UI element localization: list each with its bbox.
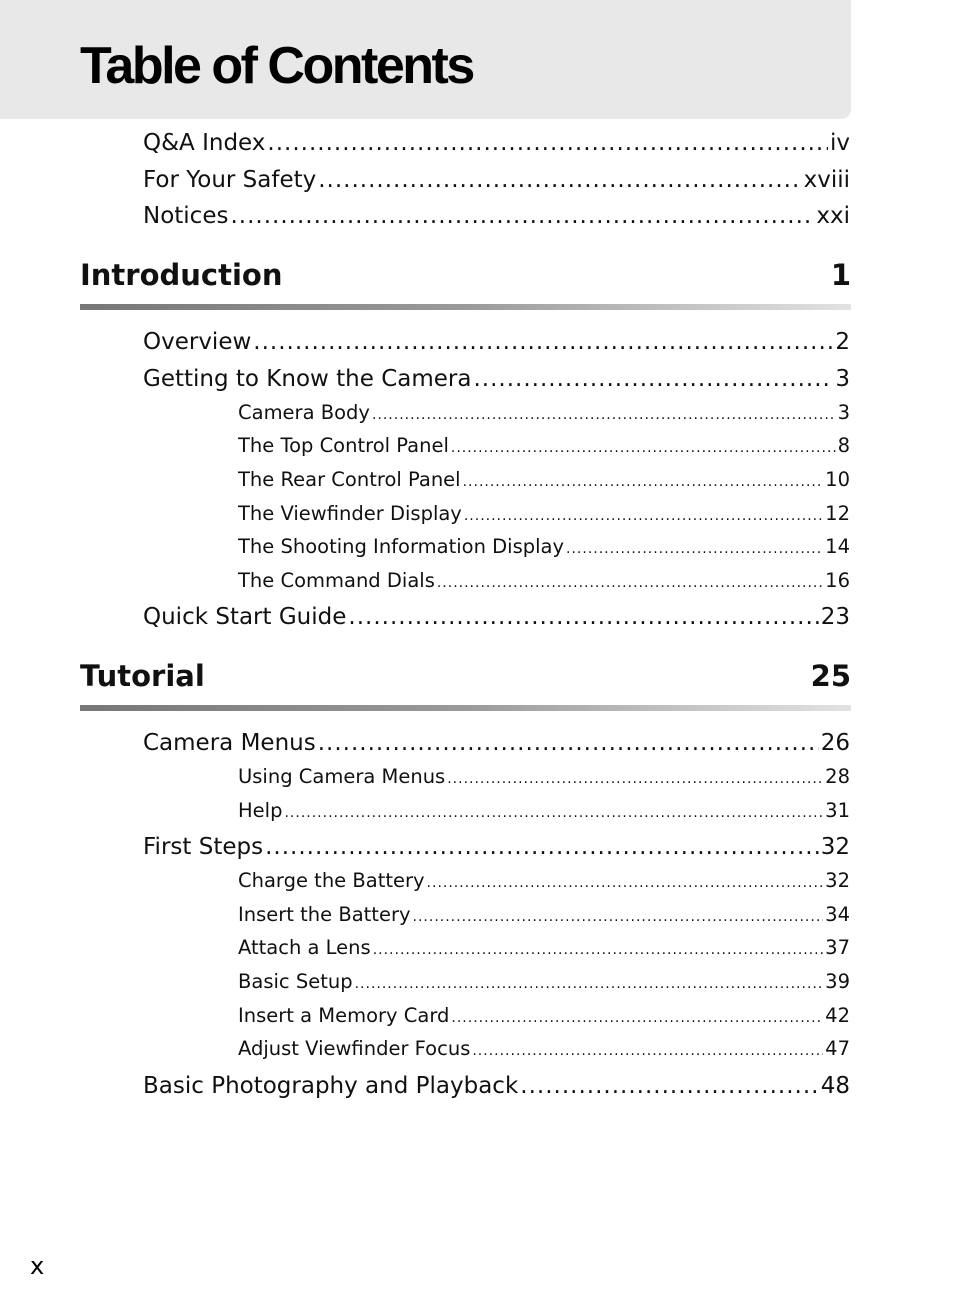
toc-entry-page: 23 [820,604,850,630]
dot-leader [451,440,836,456]
dot-leader [413,909,824,925]
toc-entry-label: For Your Safety [143,167,317,193]
toc-entry-basic-photography-playback[interactable] [143,1073,850,1103]
toc-entry-page: 3 [835,366,850,392]
toc-entry-label: Overview [143,329,252,355]
section-heading-tutorial[interactable] [80,659,851,693]
toc-entry-label: Adjust Viewfinder Focus [238,1037,471,1060]
dot-leader [230,203,814,229]
dot-leader [318,167,801,193]
dot-leader [437,575,823,591]
toc-entry-quick-start-guide[interactable] [143,604,850,634]
toc-entry-label: Camera Body [238,401,370,424]
toc-subentry-top-control-panel[interactable] [238,434,850,460]
toc-entry-for-your-safety[interactable] [143,167,850,197]
toc-subentry-rear-control-panel[interactable] [238,468,850,494]
toc-entry-page: 32 [820,834,850,860]
toc-entry-page: xviii [803,167,850,193]
dot-leader [473,366,833,392]
toc-entry-label: Charge the Battery [238,869,425,892]
section-page: 25 [810,659,851,693]
toc-subentry-attach-lens[interactable] [238,936,850,962]
dot-leader [464,508,823,524]
dot-leader [253,329,833,355]
toc-entry-page: 39 [825,970,850,993]
section-title: Tutorial [80,659,205,693]
toc-subentry-adjust-viewfinder-focus[interactable] [238,1037,850,1063]
toc-entry-page: 10 [825,468,850,491]
section-rule [80,304,851,310]
dot-leader [267,130,828,156]
toc-subentry-insert-memory-card[interactable] [238,1004,850,1030]
toc-entry-page: 32 [825,869,850,892]
toc-entry-page: 3 [837,401,850,424]
dot-leader [463,474,824,490]
toc-entry-page: 26 [820,730,850,756]
section-page: 1 [830,258,851,292]
toc-subentry-camera-body[interactable] [238,401,850,427]
toc-entry-label: Getting to Know the Camera [143,366,472,392]
dot-leader [566,541,823,557]
toc-entry-label: Camera Menus [143,730,316,756]
dot-leader [373,942,823,958]
dot-leader [265,834,819,860]
section-title: Introduction [80,258,283,292]
toc-entry-page: 48 [820,1073,850,1099]
toc-entry-page: 12 [825,502,850,525]
toc-entry-label: Basic Setup [238,970,353,993]
toc-entry-label: First Steps [143,834,264,860]
toc-entry-page: 14 [825,535,850,558]
toc-subentry-insert-battery[interactable] [238,903,850,929]
toc-entry-label: Insert a Memory Card [238,1004,450,1027]
section-rule [80,705,851,711]
toc-entry-label: The Top Control Panel [238,434,449,457]
toc-entry-label: Using Camera Menus [238,765,446,788]
toc-entry-label: The Shooting Information Display [238,535,565,558]
toc-entry-page: 31 [825,799,850,822]
toc-entry-notices[interactable] [143,203,850,233]
page-title: Table of Contents [80,37,473,95]
toc-subentry-shooting-info-display[interactable] [238,535,850,561]
section-heading-introduction[interactable] [80,258,851,292]
toc-subentry-command-dials[interactable] [238,569,850,595]
toc-entry-page: xxi [816,203,850,229]
dot-leader [348,604,818,630]
dot-leader [318,730,819,756]
dot-leader [355,976,824,992]
toc-entry-label: Quick Start Guide [143,604,347,630]
toc-entry-label: Q&A Index [143,130,266,156]
dot-leader [284,805,823,821]
toc-entry-label: Notices [143,203,229,229]
dot-leader [427,875,824,891]
toc-entry-page: 16 [825,569,850,592]
toc-entry-page: iv [829,130,850,156]
toc-entry-label: The Viewfinder Display [238,502,462,525]
dot-leader [451,1010,823,1026]
toc-entry-page: 37 [825,936,850,959]
toc-entry-label: The Rear Control Panel [238,468,461,491]
toc-entry-overview[interactable] [143,329,850,359]
toc-entry-page: 42 [825,1004,850,1027]
toc-entry-label: Basic Photography and Playback [143,1073,519,1099]
toc-entry-first-steps[interactable] [143,834,850,864]
toc-entry-getting-to-know-camera[interactable] [143,366,850,396]
toc-entry-page: 47 [825,1037,850,1060]
dot-leader [520,1073,818,1099]
toc-entry-page: 34 [825,903,850,926]
dot-leader [372,407,836,423]
toc-subentry-using-camera-menus[interactable] [238,765,850,791]
toc-subentry-help[interactable] [238,799,850,825]
toc-entry-label: Insert the Battery [238,903,411,926]
toc-subentry-charge-battery[interactable] [238,869,850,895]
page-folio: x [30,1252,45,1280]
toc-entry-camera-menus[interactable] [143,730,850,760]
toc-entry-label: The Command Dials [238,569,435,592]
toc-subentry-viewfinder-display[interactable] [238,502,850,528]
toc-entry-page: 8 [837,434,850,457]
toc-entry-page: 2 [835,329,850,355]
toc-entry-page: 28 [825,765,850,788]
toc-entry-label: Help [238,799,283,822]
toc-entry-qa-index[interactable] [143,130,850,160]
toc-entry-label: Attach a Lens [238,936,371,959]
dot-leader [472,1043,823,1059]
dot-leader [447,771,823,787]
toc-subentry-basic-setup[interactable] [238,970,850,996]
